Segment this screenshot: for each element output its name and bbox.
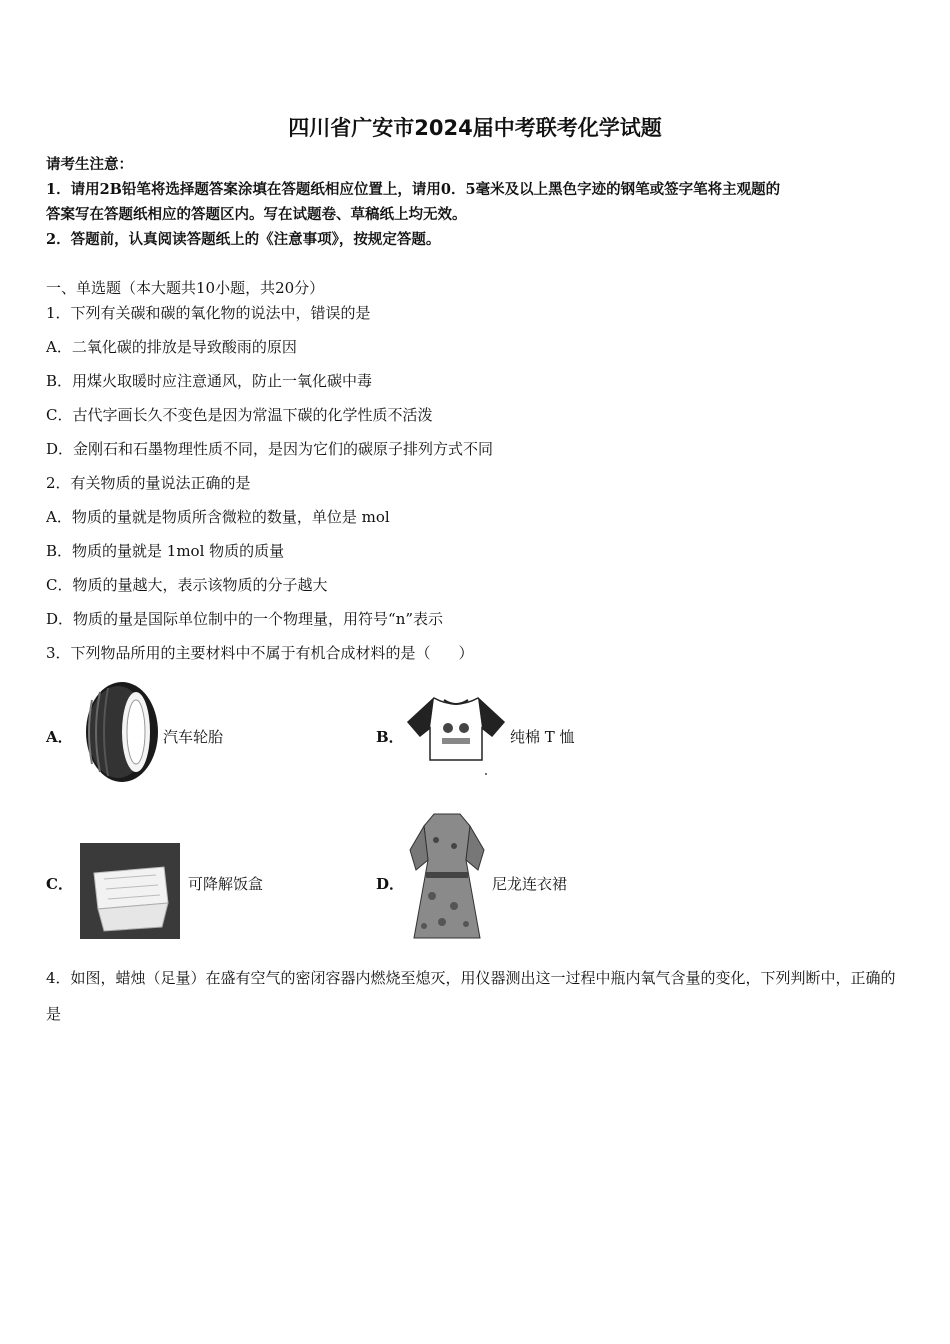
q1-option-b: B．用煤火取暖时应注意通风，防止一氧化碳中毒 [46, 372, 373, 390]
exam-title: 四川省广安市2024届中考联考化学试题 [288, 116, 662, 140]
lunch-box-image [80, 843, 180, 939]
q3-option-a-text: 汽车轮胎 [163, 728, 224, 746]
section-heading: 一、单选题（本大题共10小题，共20分） [46, 279, 325, 297]
q3-stem-close: ） [458, 644, 474, 662]
q2-option-a: A．物质的量就是物质所含微粒的数量，单位是 mol [46, 508, 390, 526]
notice-line-2: 答案写在答题纸相应的答题区内。写在试题卷、草稿纸上均无效。 [46, 206, 467, 223]
q3-stem [46, 642, 474, 663]
q3-option-d-text: 尼龙连衣裙 [492, 875, 568, 893]
notice-line-1: 1．请用2B铅笔将选择题答案涂填在答题纸相应位置上，请用0．5毫米及以上黑色字迹的钢笔或签字笔将主观题的 [46, 181, 781, 198]
q1-option-c: C．古代字画长久不变色是因为常温下碳的化学性质不活泼 [46, 406, 433, 424]
q2-option-c: C．物质的量越大，表示该物质的分子越大 [46, 576, 328, 594]
q3-option-d-label: D． [376, 875, 405, 893]
notice-line-3: 2．答题前，认真阅读答题纸上的《注意事项》，按规定答题。 [46, 231, 441, 248]
dress-image [404, 810, 490, 944]
q2-stem: 2．有关物质的量说法正确的是 [46, 474, 251, 492]
q4-stem: 4．如图，蜡烛（足量）在盛有空气的密闭容器内燃烧至熄灭，用仪器测出这一过程中瓶内氧气含量的变化，下列判断中，正确的是 [46, 969, 896, 1023]
q3-option-c-text: 可降解饭盒 [188, 875, 264, 893]
q3-option-b-text: 纯棉 T 恤 [510, 728, 575, 746]
q1-stem: 1．下列有关碳和碳的氧化物的说法中，错误的是 [46, 304, 371, 322]
t-shirt-image [406, 690, 506, 780]
q1-option-d: D．金刚石和石墨物理性质不同，是因为它们的碳原子排列方式不同 [46, 440, 494, 458]
q2-option-d: D．物质的量是国际单位制中的一个物理量，用符号“n”表示 [46, 610, 444, 628]
q3-option-b-label: B． [376, 728, 404, 746]
q3-option-a-label: A． [46, 728, 73, 746]
q3-stem-text: 3．下列物品所用的主要材料中不属于有机合成材料的是（ [46, 644, 431, 662]
tire-image [78, 680, 160, 784]
q3-option-c-label: C． [46, 875, 73, 893]
notice-heading: 请考生注意： [46, 156, 133, 173]
q2-option-b: B．物质的量就是 1mol 物质的质量 [46, 542, 285, 560]
q1-option-a: A．二氧化碳的排放是导致酸雨的原因 [46, 338, 297, 356]
